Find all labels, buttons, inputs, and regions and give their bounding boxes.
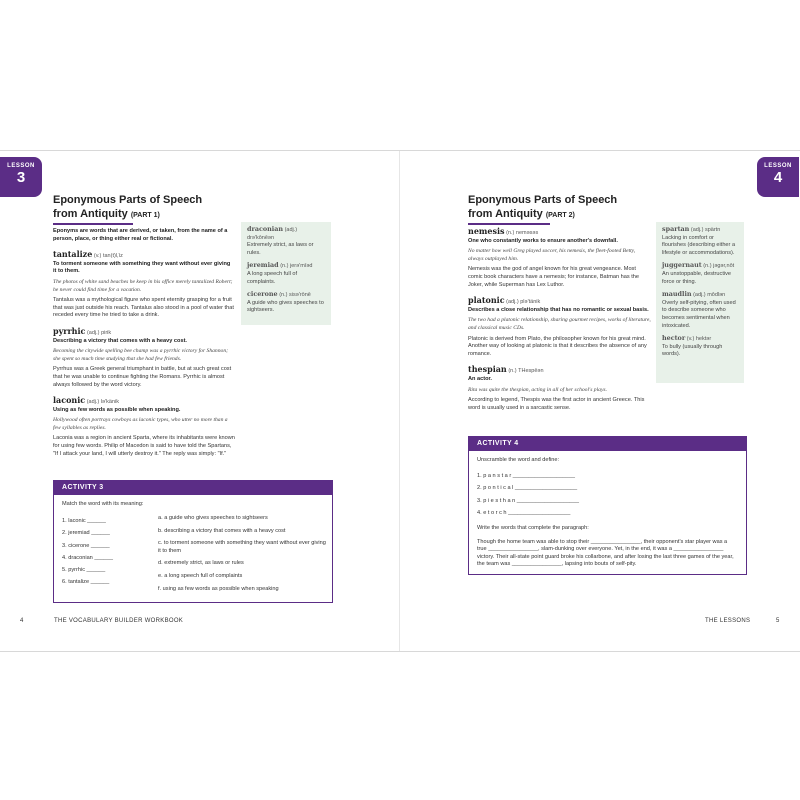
title-underline bbox=[53, 223, 133, 225]
match-option: c. to torment someone with something they want without ever giving it to them bbox=[158, 540, 326, 554]
sidebar-entry bbox=[662, 291, 738, 330]
match-option: e. a long speech full of complaints bbox=[158, 572, 243, 579]
title-line-2: from Antiquity bbox=[468, 208, 543, 220]
entries-column bbox=[468, 223, 651, 415]
entry-example: Rita was quite the thespian, acting in all of her school's plays. bbox=[468, 386, 608, 393]
entry-pos: (adj.) bbox=[86, 329, 100, 336]
match-item[interactable]: 1. laconic ______ bbox=[62, 518, 106, 524]
page-number: 4 bbox=[20, 618, 24, 624]
sidebar-definition: Lacking in comfort or flourishes (describing either a lifestyle or accommodations). bbox=[662, 234, 736, 256]
sidebar-pos: (n.) bbox=[279, 292, 288, 299]
page-title bbox=[468, 193, 617, 223]
match-option: b. describing a victory that comes with a heavy cost bbox=[158, 527, 286, 534]
entry-pos: (v.) bbox=[93, 253, 102, 260]
sidebar-entry bbox=[662, 335, 738, 359]
sidebar-word: jeremiad bbox=[247, 261, 279, 270]
entry-pron: THespēən bbox=[518, 368, 544, 375]
sidebar-definition: Overly self-pitying, often used to describe someone who becomes sentimental when intoxicated. bbox=[662, 299, 736, 329]
fill-in-paragraph[interactable]: Though the home team was able to stop their ________________, their opponent's star player was a true ________________, slam-dunking over everyone. Yet, in the end, it was a ________________ victory. Their all-state point guard broke his collarbone, and after losing the last three games of the year, the team was ________________, lapsing into bouts of self-pity. bbox=[477, 538, 734, 568]
entry-note: Platonic is derived from Plato, the philosopher known for his great mind. Another way of looking at platonic is that it describes the absence of any romance. bbox=[468, 335, 647, 357]
lesson-number: 3 bbox=[16, 169, 26, 186]
match-item[interactable]: 4. draconian ______ bbox=[62, 554, 114, 561]
sidebar-pos: (adj.) bbox=[693, 292, 706, 299]
sidebar-entry bbox=[247, 262, 325, 286]
entry-laconic bbox=[53, 392, 235, 458]
activity-header: ACTIVITY 3 bbox=[54, 481, 332, 495]
entry-pos: (adj.) bbox=[86, 399, 100, 406]
book-spread bbox=[0, 150, 800, 652]
sidebar-pron: drə'kōnēən bbox=[247, 234, 275, 241]
lesson-3-tab bbox=[0, 157, 42, 197]
left-page bbox=[0, 151, 399, 651]
sidebar-definition: A long speech full of complaints. bbox=[247, 270, 298, 285]
match-option: f. using as few words as possible when speaking bbox=[158, 585, 279, 592]
match-item[interactable]: 3. cicerone ______ bbox=[62, 542, 110, 549]
entry-word: platonic bbox=[468, 295, 505, 306]
entry-definition: Describing a victory that comes with a heavy cost. bbox=[53, 337, 187, 344]
entry-pos: (n.) bbox=[508, 368, 517, 375]
match-item[interactable]: 2. jeremiad ______ bbox=[62, 530, 110, 537]
entry-example: The photos of white sand beaches he keep in his office merely tantalized Robert; he never could find time for a vacation. bbox=[53, 278, 233, 293]
title-part: (PART 2) bbox=[545, 212, 575, 219]
activity-4-box bbox=[468, 436, 747, 575]
entry-pron: lə'känik bbox=[100, 399, 119, 406]
unscramble-item[interactable]: 4. e t o r c h ____________________ bbox=[477, 510, 571, 517]
activity-instruction: Match the word with its meaning: bbox=[62, 501, 144, 507]
entry-platonic bbox=[468, 292, 651, 358]
sidebar-entry bbox=[662, 262, 738, 286]
sidebar-pos: (adj.) bbox=[690, 227, 704, 233]
entry-note: Nemesis was the god of angel known for his great vengeance. Most comic book characters have a nemesis; for instance, Batman has the Joker, while Superman has Lex Luthor. bbox=[468, 266, 640, 288]
entry-word: tantalize bbox=[53, 249, 93, 260]
unscramble-item[interactable]: 3. p i e s t h a n ____________________ bbox=[477, 497, 580, 504]
lesson-number: 4 bbox=[773, 169, 783, 186]
sidebar-box bbox=[241, 222, 331, 325]
match-item[interactable]: 5. pyrrhic ______ bbox=[62, 567, 106, 574]
match-option: a. a guide who gives speeches to sightseers bbox=[158, 515, 268, 521]
entry-word: laconic bbox=[53, 395, 86, 406]
entry-pron: pirik bbox=[101, 329, 112, 336]
entry-note: Tantalus was a mythological figure who spent eternity grasping for a fruit that was just outside his reach. Tantalus also stood in a pool of water that receded every time he tried to take a drink. bbox=[53, 297, 234, 319]
entry-word: pyrrhic bbox=[53, 325, 86, 336]
title-line-1: Eponymous Parts of Speech bbox=[468, 194, 618, 206]
activity-header: ACTIVITY 4 bbox=[469, 437, 746, 451]
match-options-list bbox=[158, 515, 326, 598]
right-page bbox=[400, 151, 799, 651]
sidebar-entry bbox=[247, 291, 325, 315]
title-line-2: from Antiquity bbox=[53, 208, 128, 220]
unscramble-item[interactable]: 2. p o n t i c a l ____________________ bbox=[477, 485, 578, 492]
entry-pron: neməsəs bbox=[515, 230, 539, 236]
entries-column bbox=[53, 228, 235, 461]
title-part: (PART 1) bbox=[130, 212, 160, 219]
entry-word: thespian bbox=[468, 364, 507, 375]
activity-instruction: Unscramble the word and define: bbox=[477, 457, 560, 463]
unscramble-list bbox=[477, 470, 738, 520]
entry-pos: (adj.) bbox=[506, 299, 519, 306]
sidebar-word: hector bbox=[662, 334, 686, 343]
lesson-4-tab bbox=[757, 157, 799, 197]
lesson-label: LESSON bbox=[7, 163, 35, 169]
sidebar-pos: (n.) bbox=[703, 263, 712, 270]
entry-tantalize bbox=[53, 246, 235, 320]
sidebar-definition: A guide who gives speeches to sightseers. bbox=[247, 299, 324, 314]
sidebar-pron: môdlən bbox=[707, 292, 726, 299]
sidebar-pos: (n.) bbox=[280, 263, 289, 270]
unscramble-item[interactable]: 1. p a n s t a r ____________________ bbox=[477, 472, 575, 479]
activity-instruction-2: Write the words that complete the paragraph: bbox=[477, 524, 589, 531]
entry-note: Laconia was a region in ancient Sparta, where its inhabitants were known for using few words. Philip of Macedon is said to have told the Spartans, "If I attack your land, I will utterly destroy it." The reply was simply: "If." bbox=[53, 435, 235, 457]
sidebar-word: maudlin bbox=[662, 290, 692, 299]
entry-nemesis bbox=[468, 223, 651, 289]
entry-word: nemesis bbox=[468, 226, 505, 236]
sidebar-pron: jəgər,nôt bbox=[713, 263, 735, 270]
page-number: 5 bbox=[776, 618, 780, 624]
sidebar-box bbox=[656, 222, 744, 383]
entry-example: Hollywood often portrays cowboys as laconic types, who utter no more than a few syllables as replies. bbox=[53, 417, 228, 431]
match-item[interactable]: 6. tantalize ______ bbox=[62, 579, 110, 586]
sidebar-definition: An unstoppable, destructive force or thing. bbox=[662, 270, 732, 285]
match-words-list bbox=[62, 515, 152, 589]
entry-pyrrhic bbox=[53, 323, 235, 389]
entry-pron: tan(t)l,īz bbox=[102, 253, 123, 260]
activity-body bbox=[54, 495, 332, 592]
sidebar-entry bbox=[247, 226, 325, 257]
entry-definition: Describes a close relationship that has no romantic or sexual basis. bbox=[468, 306, 649, 313]
intro-text: Eponyms are words that are derived, or taken, from the name of a person, place, or thing either real or fictional. bbox=[53, 228, 228, 242]
sidebar-definition: To bully (usually through words). bbox=[662, 343, 723, 358]
entry-example: Becoming the citywide spelling bee champ was a pyrrhic victory for Shannon; she spent so much time studying that she had few friends. bbox=[53, 348, 228, 362]
activity-3-box bbox=[53, 480, 333, 603]
running-footer: THE LESSONS bbox=[705, 618, 751, 624]
sidebar-entry bbox=[662, 226, 738, 257]
title-line-1: Eponymous Parts of Speech bbox=[53, 194, 203, 206]
sidebar-word: spartan bbox=[662, 225, 690, 233]
entry-example: No matter how well Greg played soccer, his nemesis, the fleet-footed Betty, always outplayed him. bbox=[468, 248, 636, 262]
entry-thespian bbox=[468, 361, 651, 412]
entry-note: According to legend, Thespis was the first actor in ancient Greece. This word is usually used in a sarcastic sense. bbox=[468, 397, 645, 411]
sidebar-pron: spärtn bbox=[704, 227, 721, 233]
sidebar-pron: hektər bbox=[695, 336, 712, 343]
match-option: d. extremely strict, as laws or rules bbox=[158, 560, 244, 567]
entry-definition: An actor. bbox=[468, 375, 492, 382]
sidebar-pos: (v.) bbox=[686, 336, 695, 343]
sidebar-definition: Extremely strict, as laws or rules. bbox=[247, 242, 314, 256]
entry-definition: One who constantly works to ensure another's downfall. bbox=[468, 237, 618, 244]
sidebar-word: juggernaut bbox=[662, 261, 702, 270]
activity-body bbox=[469, 451, 746, 575]
lesson-label: LESSON bbox=[764, 163, 792, 169]
entry-note: Pyrrhus was a Greek general triumphant in battle, but at such great cost that he was unable to continue fighting the Romans. Pyrrhic is almost always followed by the word victory. bbox=[53, 366, 232, 388]
sidebar-pron: jerə'mīəd bbox=[290, 263, 313, 270]
entry-example: The two had a platonic relationship, sharing gourmet recipes, works of literature, and classical music CDs. bbox=[468, 317, 651, 331]
sidebar-word: draconian bbox=[247, 225, 283, 233]
entry-definition: To torment someone with something they want without ever giving it to them. bbox=[53, 260, 231, 275]
sidebar-pos: (adj.) bbox=[284, 227, 298, 233]
sidebar-pron: sisə'rōnē bbox=[289, 292, 311, 299]
entry-pron: plə'tänik bbox=[520, 299, 541, 306]
entry-definition: Using as few words as possible when speaking. bbox=[53, 406, 181, 413]
running-footer: THE VOCABULARY BUILDER WORKBOOK bbox=[54, 618, 184, 624]
page-title bbox=[53, 193, 202, 223]
entry-pos: (n.) bbox=[506, 230, 515, 236]
sidebar-word: cicerone bbox=[247, 290, 278, 299]
